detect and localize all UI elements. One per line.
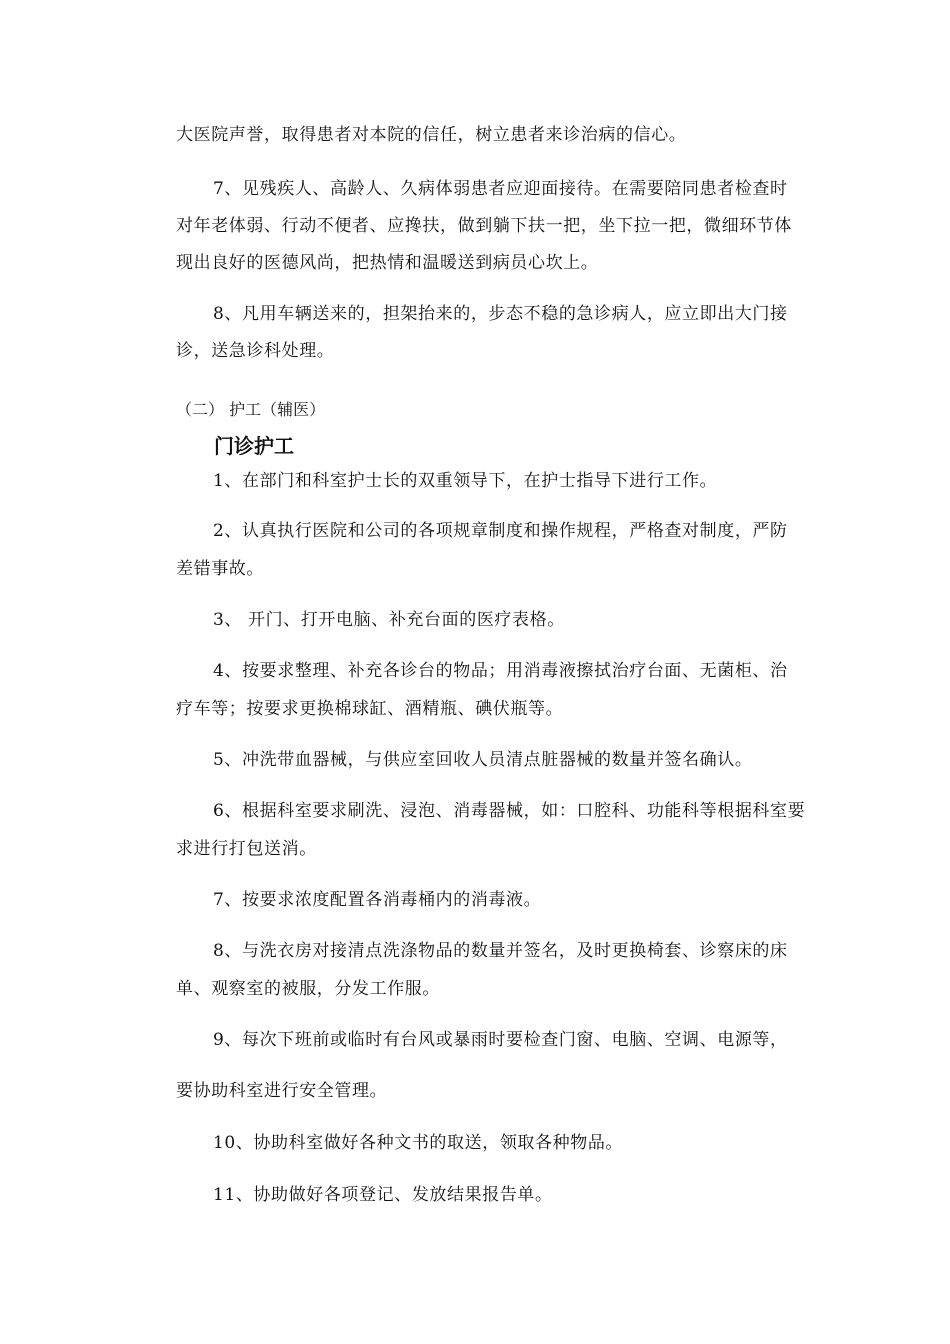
paragraph-7-line-3: 现出良好的医德风尚，把热情和温暖送到病员心坎上。 [176, 253, 599, 273]
item-7-line-1: 7、按要求浓度配置各消毒桶内的消毒液。 [213, 890, 542, 910]
item-2-line-2: 差错事故。 [176, 559, 264, 579]
item-2-line-1: 2、认真执行医院和公司的各项规章制度和操作规程，严格查对制度，严防 [213, 521, 788, 541]
paragraph-continuation-line: 大医院声誉，取得患者对本院的信任，树立患者来诊治病的信心。 [176, 125, 687, 145]
item-4-line-1: 4、按要求整理、补充各诊台的物品；用消毒液擦拭治疗台面、无菌柜、治 [213, 661, 788, 681]
item-8-line-1: 8、与洗衣房对接清点洗涤物品的数量并签名，及时更换椅套、诊察床的床 [213, 941, 788, 961]
item-3-line-1: 3、 开门、打开电脑、补充台面的医疗表格。 [213, 610, 565, 630]
item-10-line-1: 10、协助科室做好各种文书的取送，领取各种物品。 [213, 1133, 624, 1153]
section-title: （二） 护工（辅医） [176, 400, 326, 419]
paragraph-8-line-1: 8、凡用车辆送来的，担架抬来的，步态不稳的急诊病人，应立即出大门接 [213, 304, 788, 324]
paragraph-7-line-2: 对年老体弱、行动不便者、应搀扶，做到躺下扶一把，坐下拉一把，微细环节体 [176, 216, 792, 236]
paragraph-8-line-2: 诊，送急诊科处理。 [176, 341, 335, 361]
item-4-line-2: 疗车等；按要求更换棉球缸、酒精瓶、碘伏瓶等。 [176, 699, 564, 719]
item-9-line-1: 9、每次下班前或临时有台风或暴雨时要检查门窗、电脑、空调、电源等， [213, 1030, 788, 1050]
item-11-line-1: 11、协助做好各项登记、发放结果报告单。 [213, 1185, 553, 1205]
item-5-line-1: 5、冲洗带血器械，与供应室回收人员清点脏器械的数量并签名确认。 [213, 750, 753, 770]
item-8-line-2: 单、观察室的被服，分发工作服。 [176, 979, 440, 999]
item-6-line-2: 求进行打包送消。 [176, 839, 317, 859]
subheading: 门诊护工 [214, 434, 294, 458]
item-6-line-1: 6、根据科室要求刷洗、浸泡、消毒器械，如：口腔科、功能科等根据科室要 [213, 801, 806, 821]
paragraph-7-line-1: 7、见残疾人、高龄人、久病体弱患者应迎面接待。在需要陪同患者检查时 [213, 179, 788, 199]
item-9-line-2: 要协助科室进行安全管理。 [176, 1081, 388, 1101]
item-1-line-1: 1、在部门和科室护士长的双重领导下，在护士指导下进行工作。 [213, 471, 718, 491]
